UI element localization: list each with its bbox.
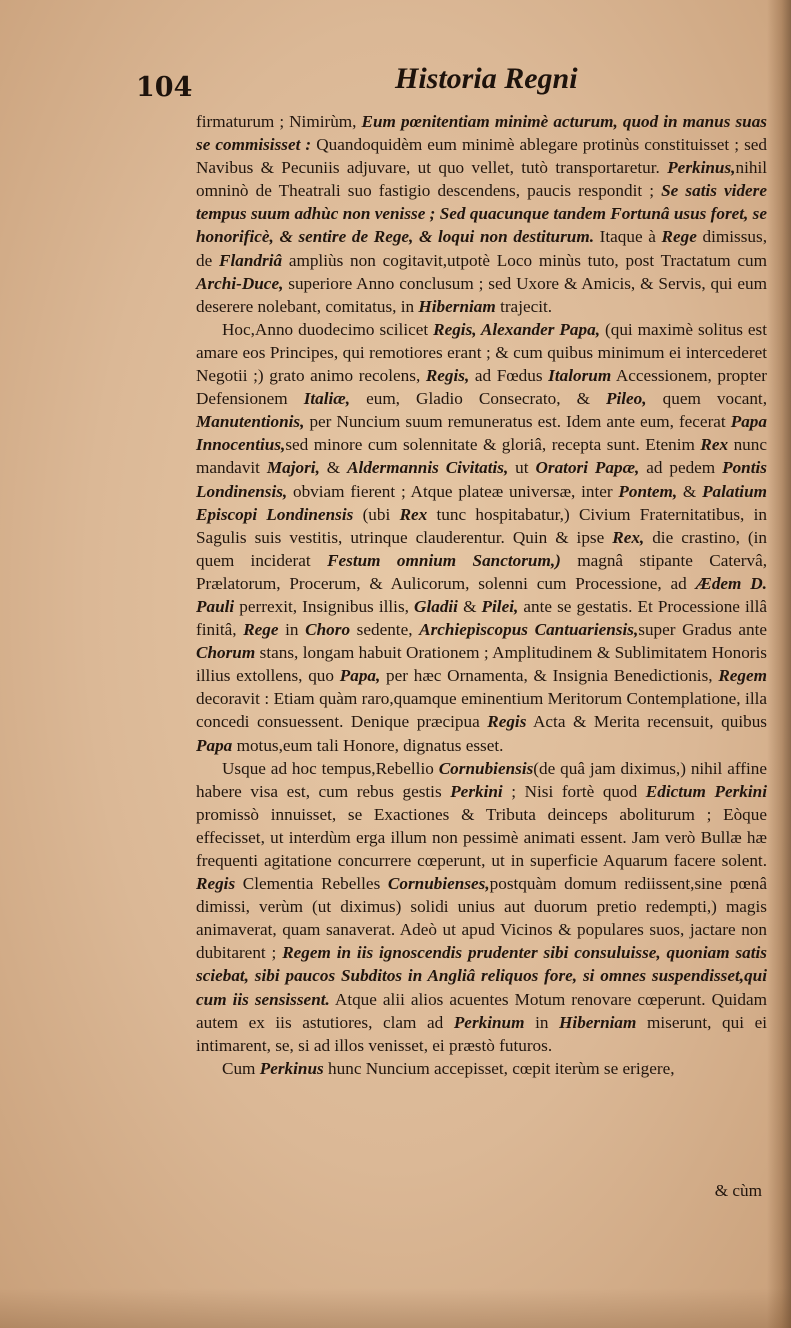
- italic-phrase: Aldermannis Civitatis,: [347, 458, 509, 478]
- text-run: Quandoquidèm eum minimè ablegare protinùs constituisset ; sed Navibus & Pecuniis adjuvare, ut quo vellet, tutò transportaretur.: [196, 135, 767, 178]
- text-run: magnâ stipante Catervâ, Prælatorum, Procerum, & Aulicorum, solenni cum Processione, ad: [196, 550, 768, 593]
- text-run: Hoc,Anno duodecimo scilicet: [222, 319, 434, 339]
- italic-phrase: Hiberniam: [559, 1012, 637, 1032]
- text-run: Cum: [222, 1058, 260, 1078]
- italic-phrase: Regem: [718, 666, 767, 686]
- italic-phrase: Perkini: [450, 781, 503, 801]
- italic-phrase: Flandriâ: [219, 250, 283, 270]
- italic-phrase: Eum pœnitentiam minimè acturum, quod in manus suas se commisisset :: [196, 112, 767, 155]
- text-run: (ubi: [353, 504, 400, 524]
- text-run: perrexit, Insignibus illis,: [234, 596, 415, 616]
- text-run: stans, longam habuit Orationem ; Amplitudinem & Sublimitatem Honoris illius extollens, quo: [196, 643, 767, 686]
- text-run: sedente,: [350, 620, 420, 640]
- text-run: promissò innuisset, se Exactiones & Tributa deinceps aboliturum ; Eòque effecisset, ut interdùm erga illum non pessimè animati essent. Jam verò Bullæ hæ frequenti agitatione concurrere cœperunt, ut in superficie Aquarum facere solent.: [196, 804, 767, 870]
- italic-phrase: Chorum: [196, 643, 256, 663]
- text-run: (de quâ jam diximus,) nihil affine habere visa est, cum rebus gestis: [196, 758, 767, 801]
- text-run: nunc mandavit: [196, 435, 767, 478]
- text-run: hunc Nuncium accepisset, cœpit iterùm se erigere,: [323, 1058, 675, 1078]
- paragraph-3: [196, 757, 767, 1057]
- paragraph-2: [196, 318, 767, 757]
- running-head: [0, 58, 791, 102]
- italic-phrase: Regis: [487, 712, 527, 732]
- italic-phrase: Regis: [196, 874, 236, 894]
- italic-phrase: Ædem D. Pauli: [196, 573, 767, 616]
- italic-phrase: Italorum: [548, 366, 612, 386]
- text-run: postquàm domum rediissent,sine pœnâ dimissi, verùm (ut diximus) solidi unius aut duorum pretio redempti,) magis animaverat, quam sanaverat. Adeò ut apud Vicinos & populares suos, jactare non dubitarent ;: [196, 874, 767, 963]
- paragraph-4: [196, 1057, 767, 1080]
- text-run: &: [677, 481, 703, 501]
- text-run: nihil omninò de Theatrali suo fastigio descendens, paucis respondit ;: [196, 158, 767, 201]
- text-run: die crastino, (in quem inciderat: [196, 527, 767, 570]
- paragraph-1: [196, 110, 767, 318]
- page-bottom-shadow: [0, 1288, 791, 1328]
- italic-phrase: Festum omnium Sanctorum,): [327, 550, 561, 570]
- page-number: 104: [136, 72, 193, 103]
- text-run: tunc hospitabatur,) Civium Fraternitatibus, in Sagulis suis vestitis, utrinque clauderentur. Quin & ipse: [196, 504, 767, 547]
- text-run: per hæc Ornamenta, & Insignia Benedictionis,: [380, 666, 719, 686]
- italic-phrase: Archi-Duce,: [196, 273, 284, 293]
- italic-phrase: Papa,: [339, 666, 381, 686]
- text-run: Accessionem, propter Defensionem: [196, 366, 767, 409]
- italic-phrase: Rex: [700, 435, 729, 455]
- text-run: trajecit.: [495, 296, 553, 316]
- text-run: quem vocant,: [646, 389, 767, 409]
- italic-phrase: Gladii: [414, 596, 458, 616]
- italic-phrase: Palatium Episcopi Londinensis: [196, 481, 768, 524]
- italic-phrase: Papa: [196, 735, 233, 755]
- text-run: in: [524, 1012, 560, 1032]
- text-run: ; Nisi fortè quod: [502, 781, 646, 801]
- italic-phrase: Regem in iis ignoscendis prudenter sibi consuluisse, quoniam satis sciebat, sibi paucos Subditos in Angliâ reliquos fore, si omnes suspendisset,qui cum iis sensissent.: [196, 943, 767, 1009]
- italic-phrase: Hiberniam: [418, 296, 496, 316]
- text-run: motus,eum tali Honore, dignatus esset.: [232, 735, 504, 755]
- italic-phrase: Cornubiensis: [438, 758, 534, 778]
- italic-phrase: Se satis videre tempus suum adhùc non venisse ; Sed quacunque tandem Fortunâ usus foret, se honorificè, & sentire de Rege, & loqui non destiturum.: [196, 181, 768, 247]
- text-run: per Nuncium suum remuneratus est. Idem ante eum, fecerat: [304, 412, 731, 432]
- italic-phrase: Italiæ,: [303, 389, 351, 409]
- text-run: Acta & Merita recensuit, quibus: [526, 712, 767, 732]
- text-run: in: [278, 620, 306, 640]
- italic-phrase: Perkinum: [453, 1012, 525, 1032]
- text-run: dimissus, de: [196, 227, 767, 270]
- running-title: Historia Regni: [395, 62, 578, 95]
- italic-phrase: Manutentionis,: [196, 412, 305, 432]
- text-run: Usque ad hoc tempus,Rebellio: [222, 758, 439, 778]
- text-run: ad pedem: [639, 458, 723, 478]
- italic-phrase: Edictum Perkini: [645, 781, 768, 801]
- text-run: eum, Gladio Consecrato, &: [350, 389, 606, 409]
- italic-phrase: Regis, Alexander Papa,: [433, 319, 601, 339]
- italic-phrase: Oratori Papæ,: [535, 458, 640, 478]
- catchword: & cùm: [714, 1181, 762, 1200]
- text-run: sed minore cum solennitate & gloriâ, recepta sunt. Etenim: [285, 435, 701, 455]
- text-run: ampliùs non cogitavit,utpotè Loco minùs tuto, post Tractatum cum: [282, 250, 768, 270]
- text-run: ut: [508, 458, 536, 478]
- text-run: &: [319, 458, 348, 478]
- italic-phrase: Pontis Londinensis,: [196, 458, 767, 501]
- italic-phrase: Rege: [243, 620, 279, 640]
- text-run: Itaque à: [594, 227, 662, 247]
- text-run: firmaturum ; Nimirùm,: [196, 112, 362, 131]
- text-run: ad Fœdus: [469, 366, 549, 386]
- text-run: Atque alii alios acuentes Motum renovare cœperunt. Quidam autem ex iis astutiores, clam ad: [196, 989, 767, 1032]
- italic-phrase: Archiepiscopus Cantuariensis,: [419, 620, 639, 640]
- text-run: obviam fierent ; Atque plateæ universæ, inter: [287, 481, 619, 501]
- text-run: miserunt, qui ei intimarent, se, si ad illos venisset, ei præstò futuros.: [196, 1012, 767, 1055]
- italic-phrase: Majori,: [266, 458, 320, 478]
- italic-phrase: Pilei,: [481, 596, 519, 616]
- text-run: Clementia Rebelles: [235, 874, 388, 894]
- italic-phrase: Papa Innocentius,: [196, 412, 767, 455]
- italic-phrase: Rex: [399, 504, 428, 524]
- italic-phrase: Regis,: [425, 366, 470, 386]
- italic-phrase: Choro: [305, 620, 351, 640]
- text-run: &: [457, 596, 482, 616]
- italic-phrase: Rex,: [612, 527, 645, 547]
- italic-phrase: Rege: [661, 227, 697, 247]
- italic-phrase: Cornubienses,: [387, 874, 490, 894]
- italic-phrase: Perkinus,: [667, 158, 736, 178]
- body-text: [196, 110, 767, 1080]
- italic-phrase: Pileo,: [606, 389, 647, 409]
- text-run: superiore Anno conclusum ; sed Uxore & Amicis, & Servis, qui eum deserere nolebant, comitatus, in: [196, 273, 767, 316]
- italic-phrase: Pontem,: [618, 481, 678, 501]
- page-edge-shadow: [767, 0, 791, 1328]
- text-run: ante se gestatis. Et Processione illâ finitâ,: [196, 596, 767, 640]
- text-run: (qui maximè solitus est amare eos Principes, qui remotiores erant ; & cum quibus minimum ei intercederet Negotii ;) grato animo recolens,: [196, 319, 767, 386]
- text-run: super Gradus ante: [638, 620, 767, 640]
- text-run: decoravit : Etiam quàm raro,quamque eminentium Meritorum Contemplatione, illa concedi consuessent. Denique præcipua: [196, 689, 767, 732]
- italic-phrase: Perkinus: [259, 1058, 324, 1078]
